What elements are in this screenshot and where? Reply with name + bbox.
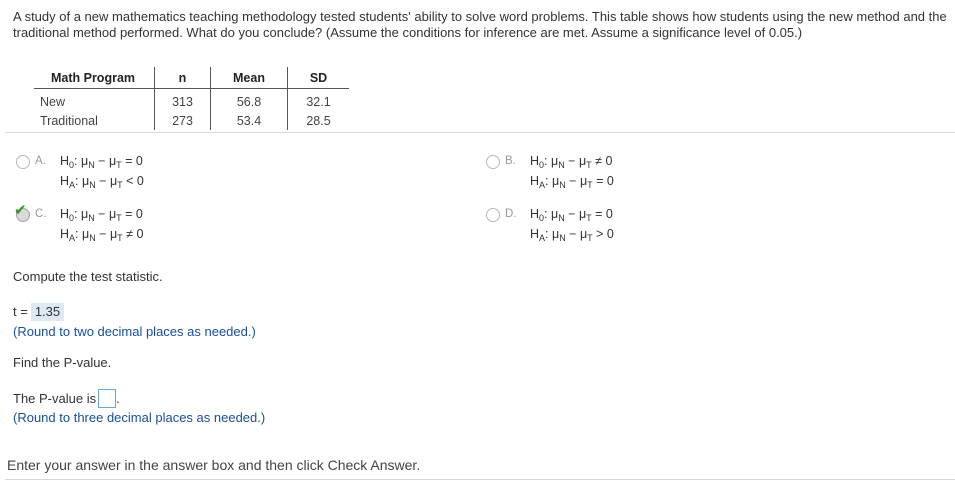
t-statistic-line [13,303,64,321]
question-text: A study of a new mathematics teaching methodology tested students' ability to solve word problems. This table shows how students using the new method and the traditional method performed. What do you conclude? (Assume the conditions for inference are met. Assume a significance level of 0.05.) [13,9,947,40]
table-row [34,111,349,130]
choice-letter: A. [35,155,46,167]
compute-prompt: Compute the test statistic. [13,269,163,284]
table-cell: New [40,94,66,109]
pvalue-prompt: Find the P-value. [13,355,112,370]
table-row [34,89,349,112]
data-table [34,67,349,130]
pvalue-period: . [116,391,120,406]
table-cell: 28.5 [288,111,350,130]
table-header: SD [288,67,350,89]
null-hypothesis: $H_0$: $\mu_N - \mu_T = 0$ [60,207,143,223]
alternative-hypothesis: $H_A$: $\mu_N - \mu_T \ne 0$ [60,227,144,243]
choice-letter: D. [505,208,517,220]
choice-c[interactable] [14,202,346,247]
radio-button[interactable] [16,155,30,169]
pvalue-line [13,389,120,408]
choice-b[interactable] [486,154,816,194]
table-header: Mean [211,67,288,89]
radio-button[interactable] [486,208,500,222]
footer-divider [5,479,955,480]
alternative-hypothesis: $H_A$: $\mu_N - \mu_T > 0$ [530,227,614,243]
table-header: Math Program [34,67,155,89]
radio-button[interactable] [486,155,500,169]
null-hypothesis: $H_0$: $\mu_N - \mu_T = 0$ [530,207,613,223]
alternative-hypothesis: $H_A$: $\mu_N - \mu_T = 0$ [530,174,614,190]
alternative-hypothesis: $H_A$: $\mu_N - \mu_T < 0$ [60,174,144,190]
pvalue-round-hint: (Round to three decimal places as needed.) [13,410,266,425]
choice-letter: B. [505,155,516,167]
t-answer-value[interactable]: 1.35 [31,303,64,321]
choice-d[interactable] [486,207,816,247]
divider [5,132,955,133]
choice-letter: C. [35,208,47,220]
checkmark-icon: ✔ [14,202,27,219]
table-header: n [155,67,211,89]
table-cell: 56.8 [211,89,288,112]
table-cell: Traditional [40,113,98,128]
footer-instruction: Enter your answer in the answer box and then click Check Answer. [7,457,421,473]
pvalue-input[interactable] [98,389,116,408]
t-round-hint: (Round to two decimal places as needed.) [13,324,256,339]
table-cell: 313 [155,89,211,112]
t-label: t = [13,304,28,319]
null-hypothesis: $H_0$: $\mu_N - \mu_T \ne 0$ [530,154,613,170]
table-cell: 32.1 [288,89,350,112]
null-hypothesis: $H_0$: $\mu_N - \mu_T = 0$ [60,154,143,170]
pvalue-label: The P-value is [13,391,97,406]
table-cell: 273 [155,111,211,130]
choice-a[interactable] [16,154,346,194]
table-cell: 53.4 [211,111,288,130]
table-header-row [34,67,349,89]
